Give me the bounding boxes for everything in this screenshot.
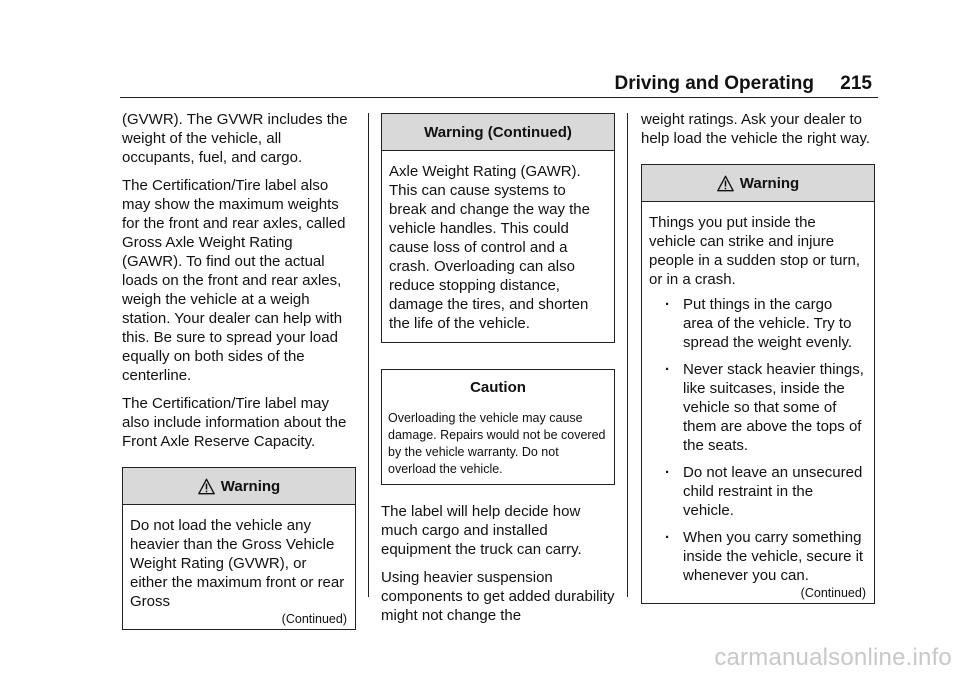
warning-icon [717, 175, 734, 192]
column-2 [381, 110, 615, 634]
column-1 [122, 110, 356, 630]
warning-bullet-list [649, 295, 866, 585]
warning-box [641, 164, 875, 604]
continued-label: (Continued) [281, 612, 347, 626]
caution-text: Overloading the vehicle may cause damage. Repairs would not be covered by the vehicle warranty. Do not overload the vehicle. [388, 411, 606, 476]
bullet-marker: · [665, 361, 670, 378]
bullet-text: When you carry something inside the vehicle, secure it whenever you can. [683, 529, 864, 584]
column-divider-2 [627, 113, 628, 597]
warning-intro: Things you put inside the vehicle can strike and injure people in a sudden stop or turn, or in a crash. [649, 214, 860, 288]
bullet-marker: · [665, 296, 670, 313]
paragraph: Using heavier suspension components to get added durability might not change the [381, 569, 615, 624]
warning-title: Warning [220, 477, 281, 495]
column-divider-1 [368, 113, 369, 597]
bullet-marker: · [665, 464, 670, 481]
list-item [649, 360, 866, 455]
warning-title: Warning [739, 174, 800, 192]
watermark-text: carmanualsonline.info [714, 644, 952, 671]
paragraph: The Certification/Tire label may also include information about the Front Axle Reserve Capacity. [122, 395, 347, 450]
warning-continued-header: Warning (Continued) [382, 114, 614, 151]
section-title: Driving and Operating [614, 73, 814, 94]
paragraph: The label will help decide how much cargo and installed equipment the truck can carry. [381, 503, 582, 558]
warning-text [642, 202, 874, 603]
caution-header: Caution [382, 370, 614, 404]
list-item [649, 295, 866, 352]
warning-header [642, 165, 874, 202]
warning-box [122, 467, 356, 630]
warning-text [123, 505, 355, 629]
page-number: 215 [840, 73, 872, 94]
paragraph: weight ratings. Ask your dealer to help load the vehicle the right way. [641, 111, 871, 147]
caution-box [381, 369, 615, 485]
page-header [0, 72, 960, 96]
warning-header [123, 468, 355, 505]
continued-label: (Continued) [800, 586, 866, 600]
header-rule [120, 97, 878, 98]
warning-continued-text: Axle Weight Rating (GAWR). This can cause systems to break and change the way the vehicle handles. This could cause loss of control and a crash. Overloading can also reduce stopping distance, damage the tires, and shorten the life of the vehicle. [389, 163, 590, 332]
warning-icon [198, 478, 215, 495]
paragraph: The Certification/Tire label also may show the maximum weights for the front and rear axles, called Gross Axle Weight Rating (GAWR). To find out the actual loads on the front and rear axles, weigh the vehicle at a weigh station. Your dealer can help with this. Be sure to spread your load equally on both sides of the centerline. [122, 177, 346, 384]
bullet-marker: · [665, 529, 670, 546]
bullet-text: Do not leave an unsecured child restraint in the vehicle. [683, 464, 863, 519]
list-item [649, 528, 866, 585]
bullet-text: Put things in the cargo area of the vehicle. Try to spread the weight evenly. [683, 296, 852, 351]
warning-continued-box [381, 113, 615, 343]
bullet-text: Never stack heavier things, like suitcases, inside the vehicle so that some of them are above the tops of the seats. [683, 361, 864, 454]
paragraph: (GVWR). The GVWR includes the weight of the vehicle, all occupants, fuel, and cargo. [122, 111, 348, 166]
warning-body: Do not load the vehicle any heavier than the Gross Vehicle Weight Rating (GVWR), or either the maximum front or rear Gross [130, 517, 345, 610]
list-item [649, 463, 866, 520]
column-3 [641, 110, 875, 604]
